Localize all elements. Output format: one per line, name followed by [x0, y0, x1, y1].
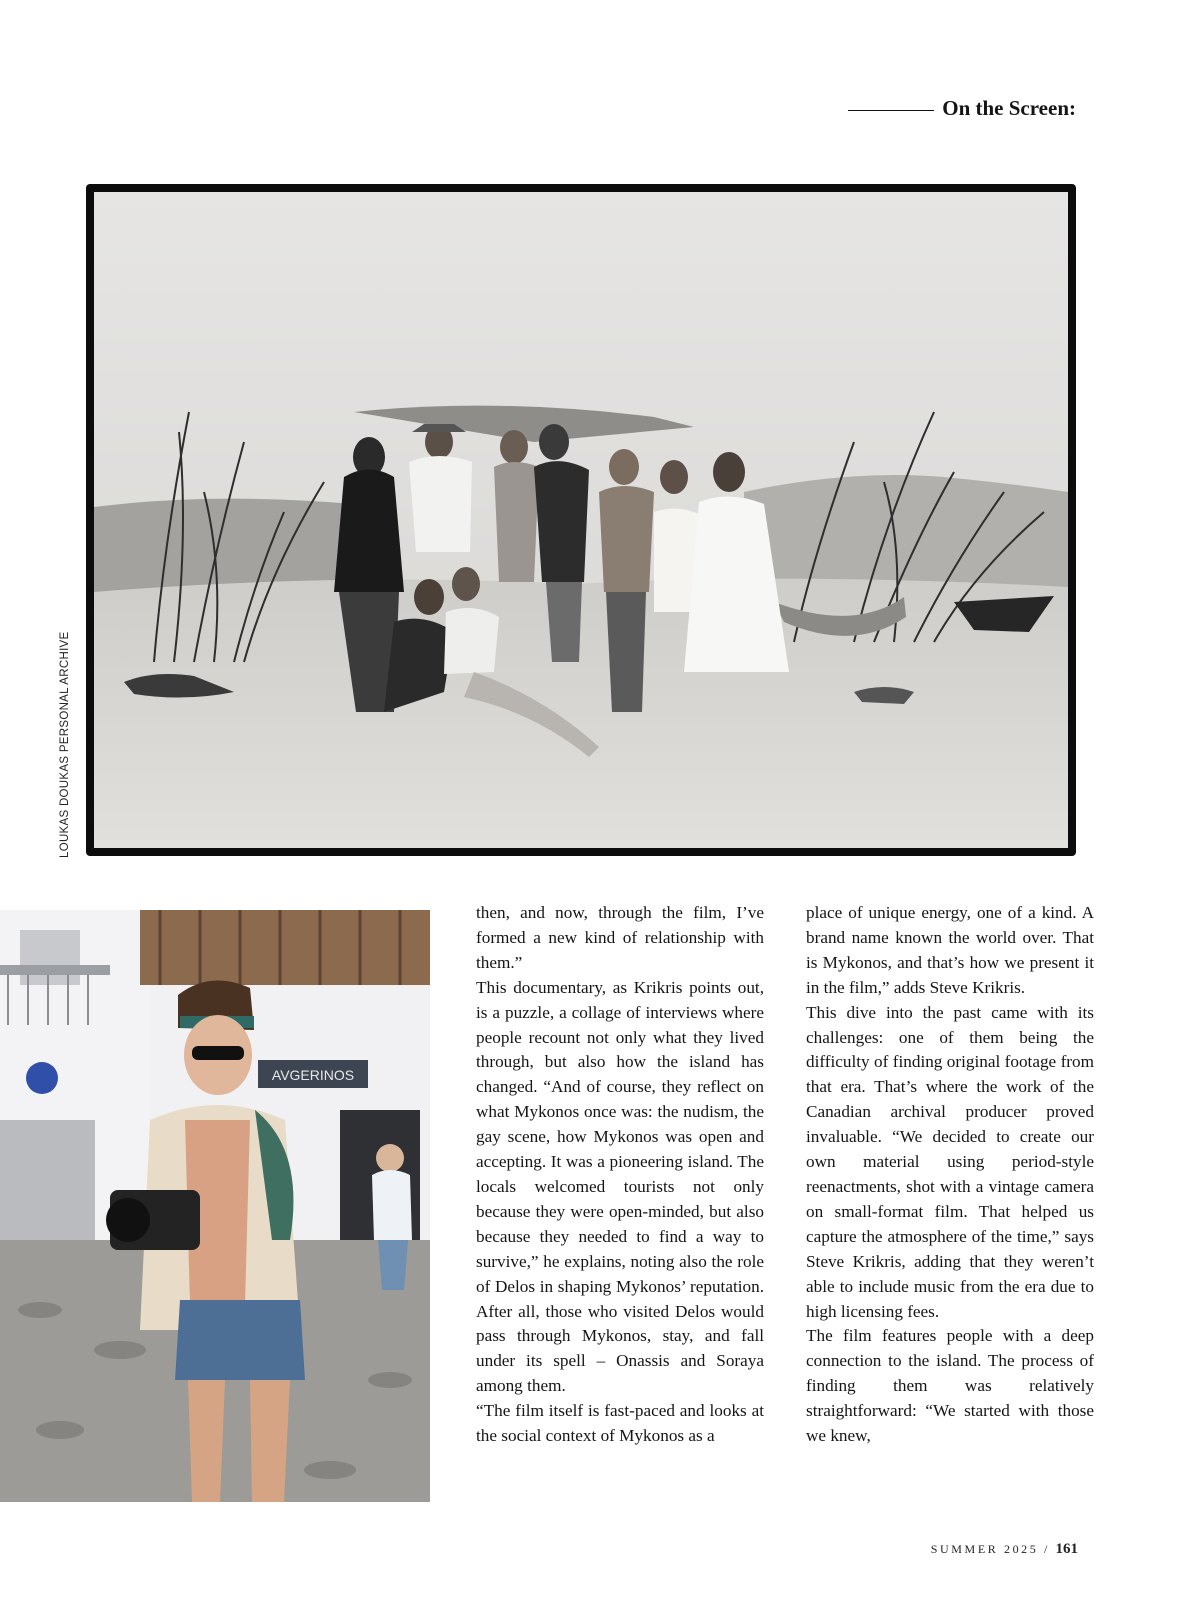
photo-credit: LOUKAS DOUKAS PERSONAL ARCHIVE	[59, 631, 71, 858]
paragraph: This documentary, as Krikris points out, is a puzzle, a collage of interviews where people recount not only what they lived through, but also how the island has changed. “And of course, they reflect on what Mykonos once was: the nudism, the gay scene, how Mykonos was open and accepting. It was a pioneering island. The locals welcomed tourists not only because they were open-minded, but also because they needed to find a way to survive,” he explains, noting also the role of Delos in shaping Mykonos’ reputation. After all, those who visited Delos would pass through Mykonos, stay, and fall under its spell – Onassis and Soraya among them.	[476, 977, 764, 1396]
archive-photo-scene	[94, 192, 1068, 848]
issue-label: SUMMER 2025 /	[930, 1542, 1056, 1556]
section-rule	[848, 110, 934, 111]
section-title: On the Screen:	[942, 96, 1076, 120]
page-folio	[931, 1541, 1078, 1558]
page-number: 161	[1055, 1541, 1078, 1557]
paragraph: place of unique energy, one of a kind. A brand name known the world over. That is Mykonos, and that’s how we present it in the film,” adds Steve Krikris.	[806, 903, 1094, 997]
article-column-2	[806, 901, 1094, 1449]
paragraph: This dive into the past came with its challenges: one of them being the difficulty of finding original footage from that era. That’s where the work of the Canadian archival producer proved invaluable. “We decided to create our own material using period-style reenactments, shot with a vintage camera on small-format film. That helped us capture the atmosphere of the time,” says Steve Krikris, adding that they weren’t able to include music from the era due to high licensing fees.	[806, 1002, 1094, 1321]
shop-sign: AVGERINOS	[271, 1067, 355, 1083]
paragraph: then, and now, through the film, I’ve formed a new kind of relationship with them.”	[476, 903, 764, 972]
section-label	[848, 96, 1076, 121]
article-column-1	[476, 901, 764, 1449]
paragraph: “The film itself is fast-paced and looks at the social context of Mykonos as a	[476, 1401, 764, 1446]
paragraph: The film features people with a deep connection to the island. The process of finding them was relatively straightforward: “We started with those we knew,	[806, 1326, 1094, 1446]
street-photo	[0, 910, 430, 1502]
archive-photo	[86, 184, 1076, 856]
